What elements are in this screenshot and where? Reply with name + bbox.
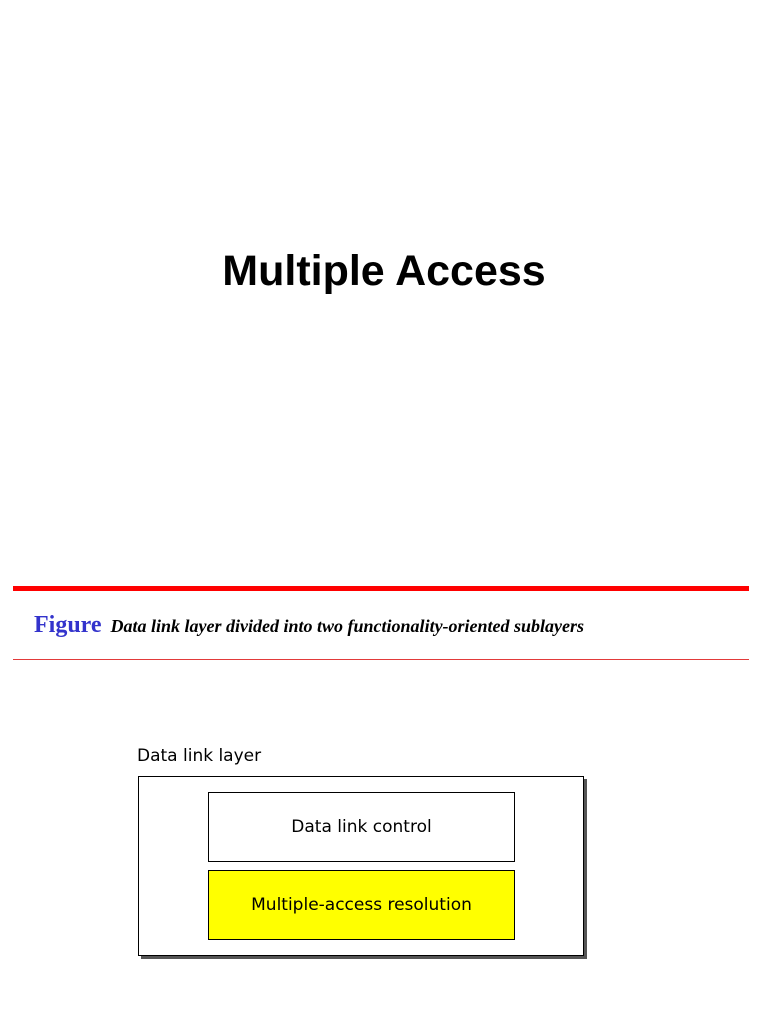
figure-caption <box>34 612 584 639</box>
multiple-access-resolution-box: Multiple-access resolution <box>208 870 515 940</box>
slide-title: Multiple Access <box>222 247 546 295</box>
data-link-layer-label: Data link layer <box>137 746 262 766</box>
figure-label: Figure <box>34 612 102 638</box>
data-link-control-box: Data link control <box>208 792 515 862</box>
figure-bottom-rule <box>13 659 749 660</box>
figure-top-rule <box>13 586 749 591</box>
figure-caption-text: Data link layer divided into two functionality-oriented sublayers <box>110 616 585 636</box>
